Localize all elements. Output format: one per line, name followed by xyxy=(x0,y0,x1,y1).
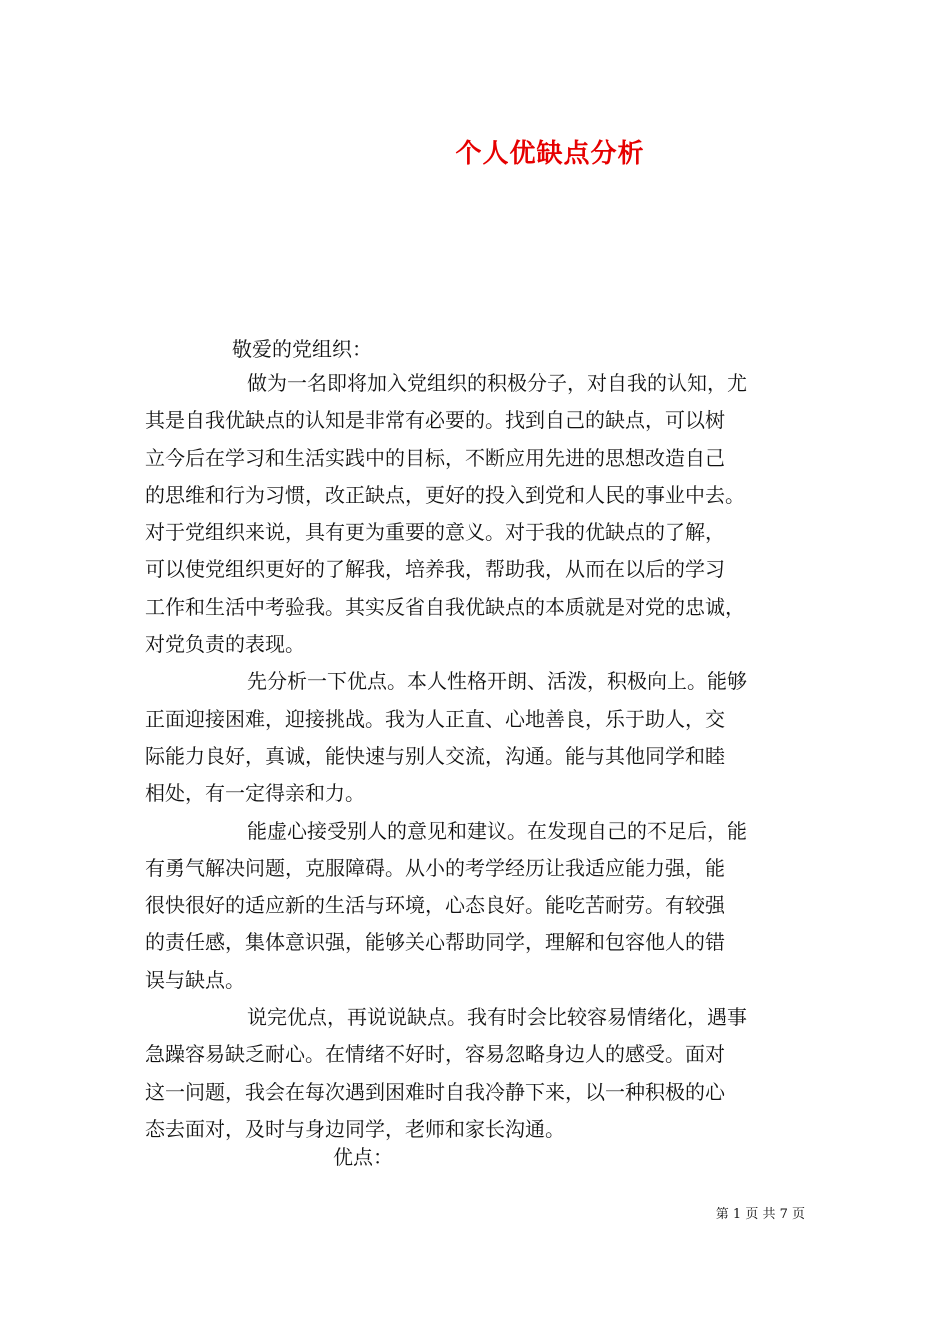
paragraph-line: 这一问题，我会在每次遇到困难时自我冷静下来，以一种积极的心 xyxy=(145,1079,725,1104)
paragraph xyxy=(145,813,810,999)
page-footer: 第 1 页 共 7 页 xyxy=(715,1207,805,1222)
paragraph-line: 说完优点，再说说缺点。我有时会比较容易情绪化，遇事 xyxy=(247,1005,747,1030)
document-body xyxy=(145,365,810,1148)
document-title: 个人优缺点分析 xyxy=(455,139,645,169)
paragraph-line: 立今后在学习和生活实践中的目标，不断应用先进的思想改造自己 xyxy=(145,445,725,470)
paragraph-line: 相处，有一定得亲和力。 xyxy=(145,781,365,806)
paragraph-line: 急躁容易缺乏耐心。在情绪不好时，容易忽略身边人的感受。面对 xyxy=(145,1042,725,1067)
paragraph xyxy=(145,999,810,1148)
paragraph-line: 际能力良好，真诚，能快速与别人交流，沟通。能与其他同学和睦 xyxy=(145,743,725,768)
paragraph-line: 误与缺点。 xyxy=(145,967,245,992)
paragraph-line: 正面迎接困难，迎接挑战。我为人正直、心地善良，乐于助人，交 xyxy=(145,706,725,731)
paragraph-line: 先分析一下优点。本人性格开朗、活泼，积极向上。能够 xyxy=(247,669,747,694)
paragraph-line: 其是自我优缺点的认知是非常有必要的。找到自己的缺点，可以树 xyxy=(145,408,725,433)
paragraph-line: 的责任感，集体意识强，能够关心帮助同学，理解和包容他人的错 xyxy=(145,930,725,955)
paragraph-line: 工作和生活中考验我。其实反省自我优缺点的本质就是对党的忠诚， xyxy=(145,594,745,619)
paragraph-line: 有勇气解决问题，克服障碍。从小的考学经历让我适应能力强，能 xyxy=(145,855,725,880)
paragraph-line: 做为一名即将加入党组织的积极分子，对自我的认知，尤 xyxy=(247,371,747,395)
paragraph-line: 能虚心接受别人的意见和建议。在发现自己的不足后，能 xyxy=(247,818,747,843)
paragraph-line: 可以使党组织更好的了解我，培养我，帮助我，从而在以后的学习 xyxy=(145,557,725,582)
salutation: 敬爱的党组织： xyxy=(232,337,372,361)
paragraph-line: 对党负责的表现。 xyxy=(145,632,305,657)
paragraph-line: 对于党组织来说，具有更为重要的意义。对于我的优缺点的了解， xyxy=(145,520,725,545)
section-label-advantages: 优点： xyxy=(333,1145,393,1169)
paragraph xyxy=(145,365,810,663)
paragraph xyxy=(145,663,810,812)
paragraph-line: 很快很好的适应新的生活与环境，心态良好。能吃苦耐劳。有较强 xyxy=(145,893,725,918)
paragraph-line: 的思维和行为习惯，改正缺点，更好的投入到党和人民的事业中去。 xyxy=(145,482,745,507)
paragraph-line: 态去面对，及时与身边同学，老师和家长沟通。 xyxy=(145,1116,565,1141)
